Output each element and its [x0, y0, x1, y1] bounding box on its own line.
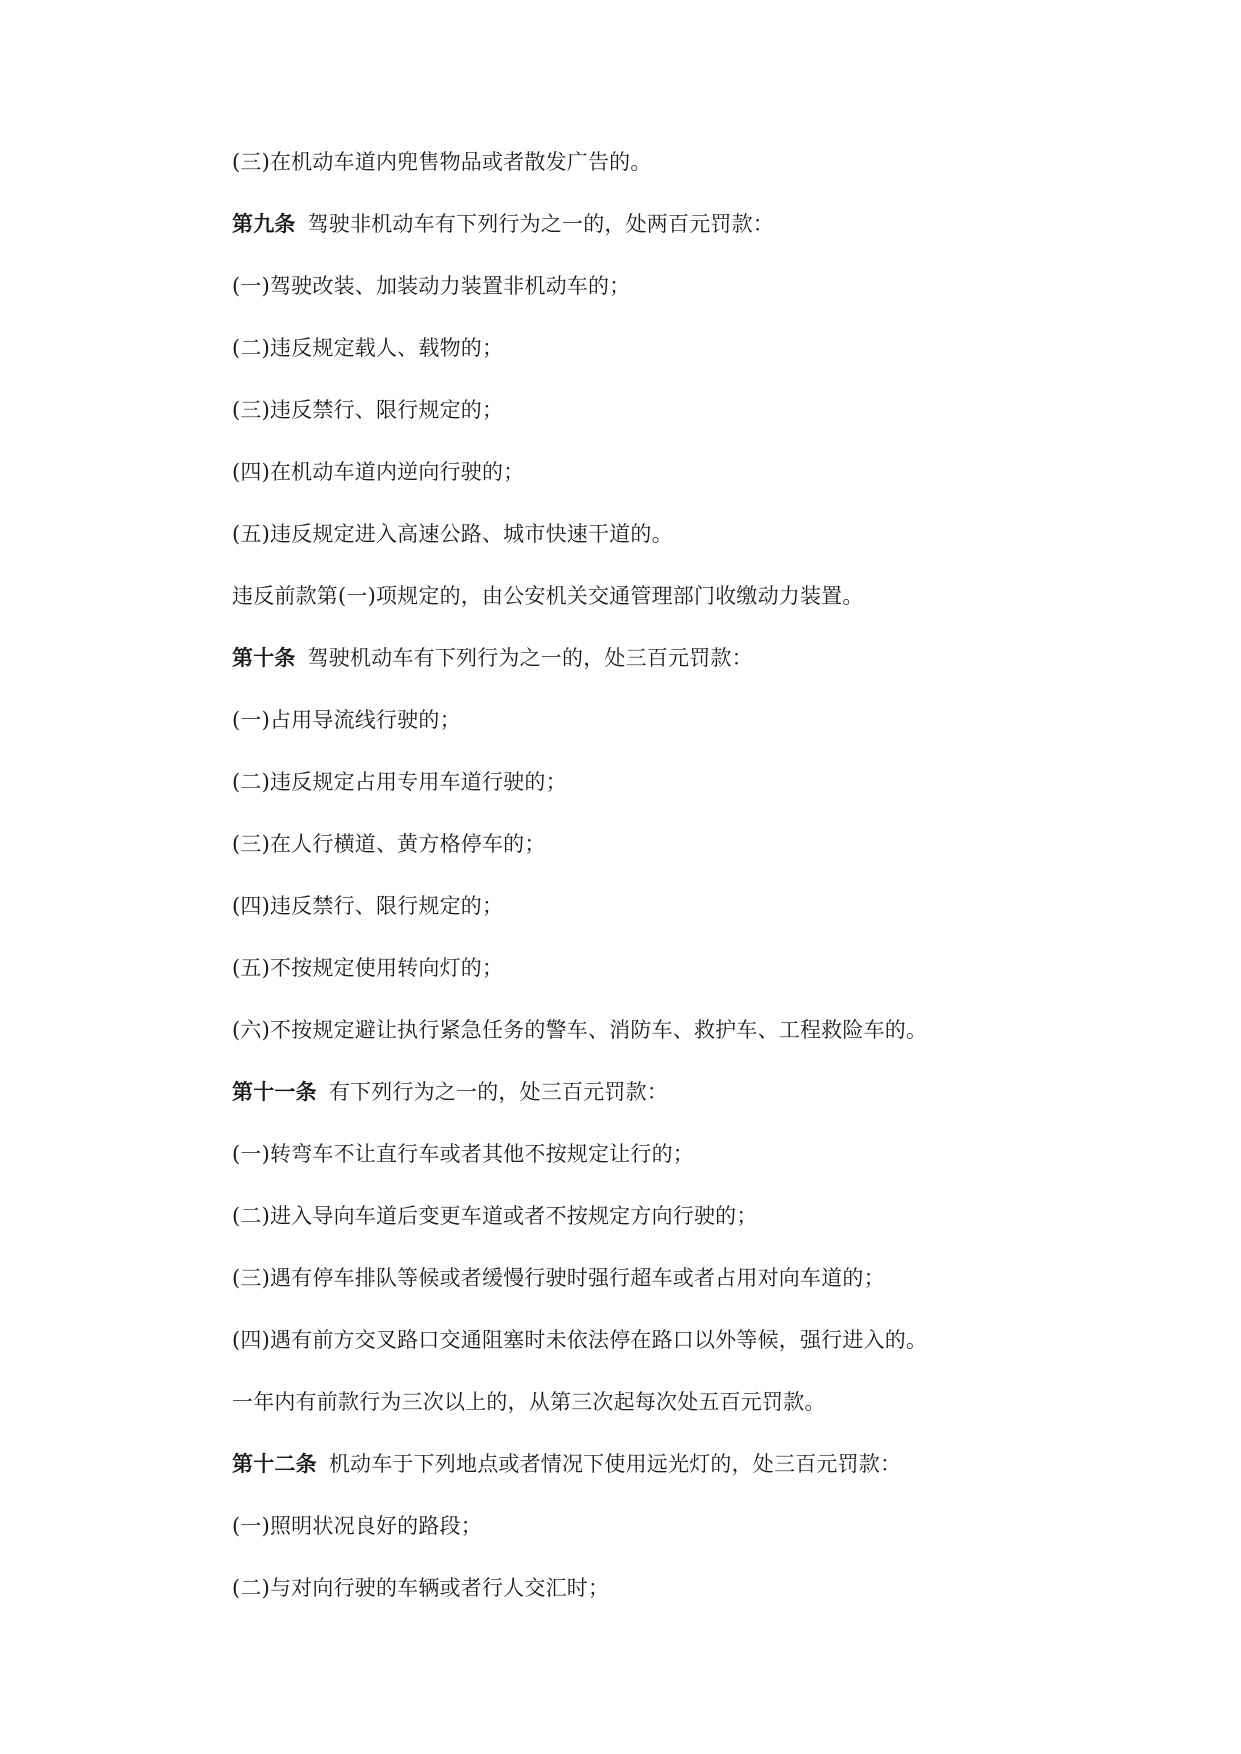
article-heading: 第十条: [232, 645, 296, 670]
clause-text: (二)违反规定占用专用车道行驶的；: [232, 770, 567, 794]
article-text: 驾驶非机动车有下列行为之一的，处两百元罚款：: [307, 212, 775, 236]
clause-text: (四)违反禁行、限行规定的；: [232, 894, 504, 918]
clause-line: [232, 891, 1022, 953]
article-text: 有下列行为之一的，处三百元罚款：: [328, 1080, 669, 1104]
clause-text: (二)与对向行驶的车辆或者行人交汇时；: [232, 1576, 610, 1600]
clause-line: [232, 1387, 1022, 1449]
clause-text: (二)违反规定载人、载物的；: [232, 336, 504, 360]
clause-text: (六)不按规定避让执行紧急任务的警车、消防车、救护车、工程救险车的。: [232, 1018, 928, 1042]
clause-text: (三)违反禁行、限行规定的；: [232, 398, 504, 422]
clause-text: (四)在机动车道内逆向行驶的；: [232, 460, 525, 484]
clause-text: (一)转弯车不让直行车或者其他不按规定让行的；: [232, 1142, 694, 1166]
clause-text: (五)违反规定进入高速公路、城市快速干道的。: [232, 522, 673, 546]
clause-line: [232, 953, 1022, 1015]
clause-text: (二)进入导向车道后变更车道或者不按规定方向行驶的；: [232, 1204, 758, 1228]
clause-text: 一年内有前款行为三次以上的，从第三次起每次处五百元罚款。: [232, 1390, 826, 1414]
clause-text: (一)占用导流线行驶的；: [232, 708, 461, 732]
clause-line: [232, 457, 1022, 519]
clause-text: (三)在机动车道内兜售物品或者散发广告的。: [232, 150, 652, 174]
article-text: 驾驶机动车有下列行为之一的，处三百元罚款：: [307, 646, 753, 670]
clause-line: [232, 1573, 1022, 1635]
clause-text: 违反前款第(一)项规定的，由公安机关交通管理部门收缴动力装置。: [232, 584, 864, 608]
article-line: [232, 1449, 1022, 1511]
clause-line: [232, 1015, 1022, 1077]
article-heading: 第十二条: [232, 1451, 317, 1476]
clause-text: (四)遇有前方交叉路口交通阻塞时未依法停在路口以外等候，强行进入的。: [232, 1328, 928, 1352]
clause-text: (五)不按规定使用转向灯的；: [232, 956, 504, 980]
clause-line: [232, 767, 1022, 829]
clause-line: [232, 1201, 1022, 1263]
clause-text: (一)照明状况良好的路段；: [232, 1514, 482, 1538]
clause-line: [232, 395, 1022, 457]
clause-text: (三)在人行横道、黄方格停车的；: [232, 832, 546, 856]
clause-line: [232, 1511, 1022, 1573]
clause-line: [232, 705, 1022, 767]
clause-line: [232, 829, 1022, 891]
clause-line: [232, 1139, 1022, 1201]
clause-text: (一)驾驶改装、加装动力装置非机动车的；: [232, 274, 631, 298]
article-heading: 第十一条: [232, 1079, 317, 1104]
clause-line: [232, 1263, 1022, 1325]
clause-line: [232, 147, 1022, 209]
article-line: [232, 643, 1022, 705]
clause-line: [232, 333, 1022, 395]
clause-line: [232, 1325, 1022, 1387]
article-line: [232, 1077, 1022, 1139]
clause-line: [232, 581, 1022, 643]
document-body: [232, 147, 1022, 1635]
article-text: 机动车于下列地点或者情况下使用远光灯的，处三百元罚款：: [328, 1452, 902, 1476]
clause-text: (三)遇有停车排队等候或者缓慢行驶时强行超车或者占用对向车道的；: [232, 1266, 885, 1290]
article-line: [232, 209, 1022, 271]
clause-line: [232, 519, 1022, 581]
article-heading: 第九条: [232, 211, 296, 236]
clause-line: [232, 271, 1022, 333]
